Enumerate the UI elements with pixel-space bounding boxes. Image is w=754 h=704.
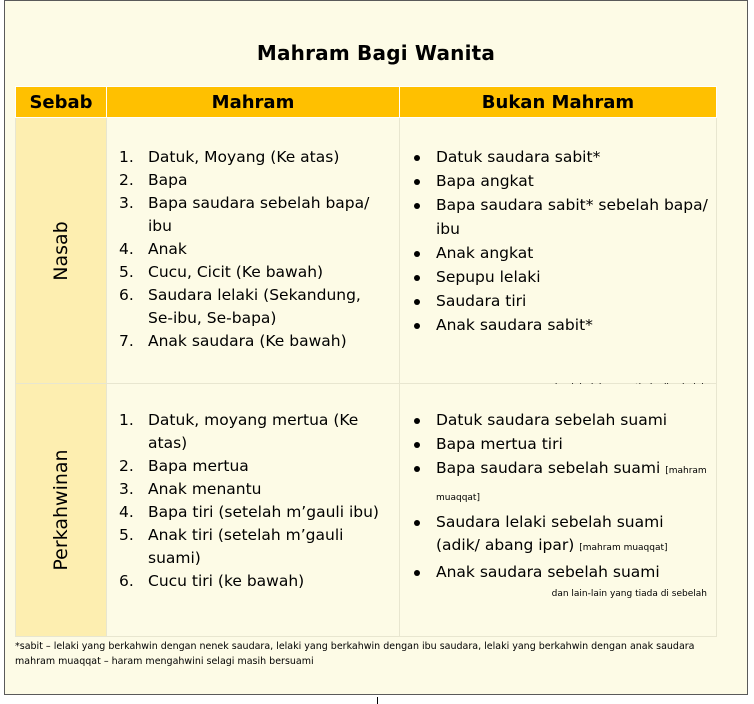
annotation-text: [mahram muaqqat] — [436, 466, 707, 503]
bullet-icon — [414, 466, 420, 472]
item-text: Sepupu lelaki — [436, 267, 541, 286]
item-number: 3. — [119, 480, 134, 498]
header-mahram: Mahram — [107, 87, 400, 118]
item-number: 4. — [119, 240, 134, 258]
footnote-sabit: *sabit – lelaki yang berkahwin dengan nenek saudara, lelaki yang berkahwin dengan ibu saudara, lelaki yang berkahwin dengan anak saudara — [15, 641, 695, 652]
list-item — [119, 330, 387, 353]
list-item — [119, 524, 387, 570]
bullet-icon — [414, 323, 420, 329]
sebab-label-perkahwinan: Perkahwinan — [50, 449, 72, 571]
table-row-perkahwinan — [16, 384, 717, 637]
item-text: Anak menantu — [148, 480, 262, 498]
item-text: Datuk, moyang mertua (Ke atas) — [148, 411, 359, 452]
mahram-cell-perkahwinan — [107, 384, 400, 637]
list-item — [410, 561, 708, 585]
mahram-list-nasab — [119, 146, 387, 353]
item-number: 5. — [119, 526, 134, 544]
list-item — [119, 455, 387, 478]
item-number: 6. — [119, 572, 134, 590]
item-text: Bapa saudara sebelah bapa/ ibu — [148, 194, 370, 235]
header-bukan-mahram: Bukan Mahram — [400, 87, 717, 118]
list-item — [410, 433, 708, 457]
item-text: Datuk saudara sebelah suami — [436, 411, 668, 429]
list-item — [119, 284, 387, 330]
sebab-label-nasab: Nasab — [50, 220, 72, 281]
page-edge-mark — [377, 697, 378, 704]
item-text: Anak — [148, 240, 187, 258]
list-item — [410, 290, 708, 314]
bullet-icon — [414, 275, 420, 281]
item-text: Bapa saudara sabit* sebelah bapa/ ibu — [436, 196, 708, 238]
bullet-icon — [414, 155, 420, 161]
bukan-mahram-list-nasab — [410, 146, 708, 337]
sebab-cell-perkahwinan — [16, 384, 107, 637]
item-text: Saudara tiri — [436, 291, 527, 310]
list-item — [119, 261, 387, 284]
list-item — [410, 314, 708, 338]
list-item — [119, 409, 387, 455]
bullet-icon — [414, 520, 420, 526]
item-text: Bapa mertua — [148, 457, 249, 475]
item-number: 3. — [119, 194, 134, 212]
item-text: Saudara lelaki (Sekandung, Se-ibu, Se-bapa) — [148, 286, 361, 327]
item-text: Cucu tiri (ke bawah) — [148, 572, 305, 590]
item-number: 2. — [119, 457, 134, 475]
list-item — [410, 511, 708, 561]
list-item — [119, 570, 387, 593]
header-sebab: Sebab — [16, 87, 107, 118]
item-number: 4. — [119, 503, 134, 521]
item-text: Bapa saudara sebelah suami — [436, 459, 666, 477]
item-text: Bapa tiri (setelah m’gauli ibu) — [148, 503, 379, 521]
list-item — [410, 194, 708, 241]
item-text: Bapa angkat — [436, 172, 534, 190]
item-text: Datuk, Moyang (Ke atas) — [148, 148, 340, 166]
annotation-text: [mahram muaqqat] — [579, 543, 668, 553]
bullet-icon — [414, 570, 420, 576]
item-number: 1. — [119, 148, 134, 166]
item-text: Anak angkat — [436, 243, 534, 262]
item-text: Anak saudara sabit* — [436, 315, 593, 334]
list-item — [410, 457, 708, 510]
bullet-icon — [414, 203, 420, 209]
bullet-icon — [414, 251, 420, 257]
list-item — [410, 409, 708, 433]
bullet-icon — [414, 299, 420, 305]
item-number: 5. — [119, 263, 134, 281]
item-text: Anak tiri (setelah m’gauli suami) — [148, 526, 344, 567]
mahram-list-perkahwinan — [119, 409, 387, 593]
item-number: 1. — [119, 411, 134, 429]
mahram-table — [15, 86, 717, 637]
item-text: Anak saudara sebelah suami — [436, 563, 660, 581]
document-page — [4, 0, 748, 695]
bukan-mahram-list-perkahwinan — [410, 409, 708, 585]
item-number: 6. — [119, 286, 134, 304]
list-item — [119, 169, 387, 192]
list-item — [119, 146, 387, 169]
bullet-icon — [414, 179, 420, 185]
footnote-muaqqat: mahram muaqqat – haram mengahwini selagi masih bersuami — [15, 656, 314, 667]
item-number: 7. — [119, 332, 134, 350]
list-item — [410, 242, 708, 266]
list-item — [410, 266, 708, 290]
list-item — [119, 501, 387, 524]
item-text: Datuk saudara sabit* — [436, 148, 601, 166]
list-item — [119, 478, 387, 501]
sebab-cell-nasab — [16, 118, 107, 384]
mahram-cell-nasab — [107, 118, 400, 384]
item-text: Anak saudara (Ke bawah) — [148, 332, 347, 350]
list-item — [119, 238, 387, 261]
bukan-mahram-cell-nasab — [400, 118, 717, 384]
item-text: Bapa — [148, 171, 188, 189]
bullet-icon — [414, 442, 420, 448]
table-header-row — [16, 87, 717, 118]
side-note-perkahwinan: dan lain-lain yang tiada di sebelah — [551, 589, 707, 599]
list-item — [410, 170, 708, 194]
footnotes — [15, 639, 735, 669]
page-title: Mahram Bagi Wanita — [256, 41, 496, 65]
bullet-icon — [414, 418, 420, 424]
list-item — [119, 192, 387, 238]
bukan-mahram-cell-perkahwinan — [400, 384, 717, 637]
item-text: Saudara lelaki sebelah suami (adik/ abang ipar) — [436, 512, 664, 554]
item-text: Bapa mertua tiri — [436, 435, 563, 453]
item-number: 2. — [119, 171, 134, 189]
item-text: Cucu, Cicit (Ke bawah) — [148, 263, 324, 281]
table-row-nasab — [16, 118, 717, 384]
list-item — [410, 146, 708, 170]
